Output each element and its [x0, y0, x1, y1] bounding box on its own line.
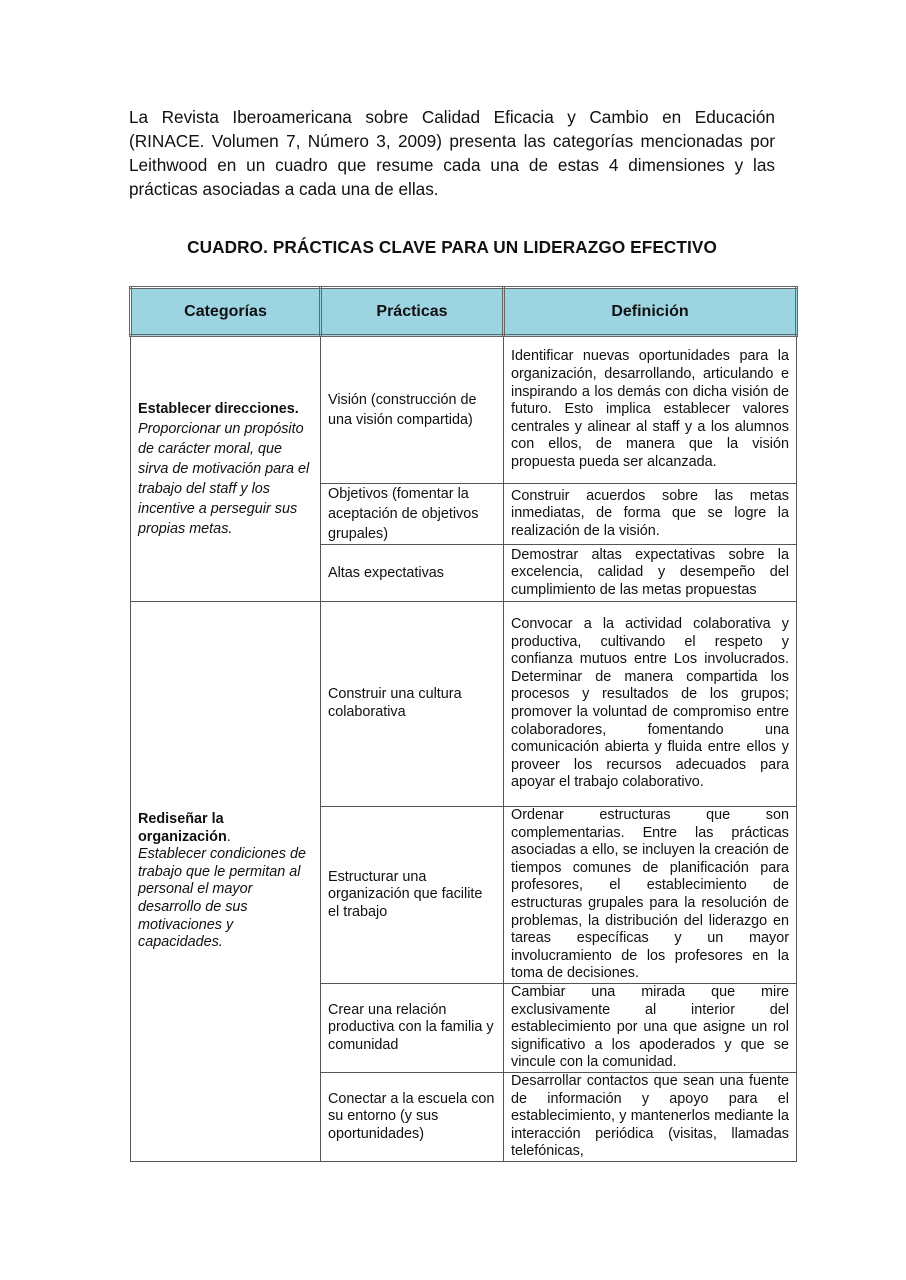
definition-cell: Desarrollar contactos que sean una fuente de información y apoyo para el establecimiento, y mantenerlos mediante la interacción periódica (visitas, llamadas telefónicas, — [504, 1072, 797, 1161]
practice-cell: Objetivos (fomentar la aceptación de objetivos grupales) — [321, 484, 504, 545]
practice-cell: Altas expectativas — [321, 545, 504, 602]
header-practicas: Prácticas — [321, 288, 504, 336]
category-desc: Proporcionar un propósito de carácter moral, que sirva de motivación para el trabajo del staff y los incentive a perseguir sus propias metas. — [138, 421, 310, 537]
category-cell — [131, 336, 321, 602]
category-name: Establecer direcciones. — [138, 401, 299, 417]
definition-cell: Cambiar una mirada que mire exclusivamente al interior del establecimiento por una que asigne un rol significativo a los apoderados y que se vincule con la comunidad. — [504, 983, 797, 1072]
practice-cell: Estructurar una organización que facilite el trabajo — [321, 807, 504, 984]
table-title: CUADRO. PRÁCTICAS CLAVE PARA UN LIDERAZGO EFECTIVO — [187, 237, 717, 257]
practice-cell: Conectar a la escuela con su entorno (y sus oportunidades) — [321, 1072, 504, 1161]
definition-cell: Ordenar estructuras que son complementarias. Entre las prácticas asociadas a ello, se incluyen la creación de tiempos comunes de planificación para profesores, el establecimiento de estructuras grupales para la resolución de problemas, la distribución del liderazgo en tareas específicas y un mayor involucramiento de los profesores en la toma de decisiones. — [504, 807, 797, 984]
practice-cell: Visión (construcción de una visión compartida) — [321, 336, 504, 484]
table-row — [131, 336, 797, 484]
definition-cell: Construir acuerdos sobre las metas inmediatas, de forma que se logre la realización de la visión. — [504, 484, 797, 545]
category-cell — [131, 602, 321, 1162]
practices-table — [129, 286, 798, 1162]
category-desc: Establecer condiciones de trabajo que le permitan al personal el mayor desarrollo de sus motivaciones y capacidades. — [138, 846, 306, 951]
category-name: Rediseñar la organización — [138, 811, 227, 845]
header-definicion: Definición — [504, 288, 797, 336]
table-header-row — [131, 288, 797, 336]
table-row — [131, 602, 797, 807]
definition-cell: Convocar a la actividad colaborativa y productiva, cultivando el respeto y confianza mutuos entre Los involucrados. Determinar de manera compartida los procesos y resultados de los grupos; promover la voluntad de compromiso entre colaboradores, fomentando una comunicación abierta y fluida entre ellos y proveer los recursos adecuados para apoyar el trabajo colaborativo. — [504, 602, 797, 807]
category-name-period: . — [226, 828, 231, 845]
definition-cell: Identificar nuevas oportunidades para la organización, desarrollando, articulando e inspirando a los demás con dicha visión de futuro. Esto implica establecer valores centrales y alinear al staff y a los alumnos con ellos, de manera que la visión propuesta pueda ser alcanzada. — [504, 336, 797, 484]
practice-cell: Crear una relación productiva con la familia y comunidad — [321, 983, 504, 1072]
practice-cell: Construir una cultura colaborativa — [321, 602, 504, 807]
definition-cell: Demostrar altas expectativas sobre la excelencia, calidad y desempeño del cumplimiento de las metas propuestas — [504, 545, 797, 602]
header-categorias: Categorías — [131, 288, 321, 336]
intro-paragraph: La Revista Iberoamericana sobre Calidad Eficacia y Cambio en Educación (RINACE. Volumen 7, Número 3, 2009) presenta las categorías mencionadas por Leithwood en un cuadro que resume cada una de estas 4 dimensiones y las prácticas asociadas a cada una de ellas. — [129, 107, 775, 199]
